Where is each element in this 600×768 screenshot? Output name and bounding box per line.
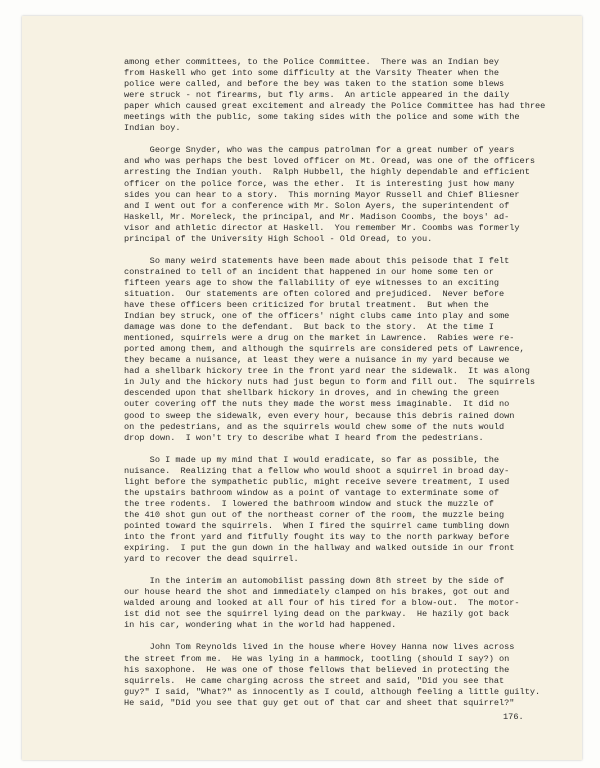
text-line: and who was perhaps the best loved officer on Mt. Oread, was one of the officers — [124, 156, 535, 167]
text-line: in July and the hickory nuts had just begun to form and fill out. The squirrels — [124, 377, 535, 388]
paragraph — [124, 256, 564, 444]
text-line: walded aroung and looked at all four of his tired for a blow-out. The motor- — [124, 598, 520, 609]
text-line: ist did not see the squirrel lying dead on the parkway. He hazily got back — [124, 609, 510, 620]
text-line: in his car, wondering what in the world had happened. — [124, 620, 397, 631]
text-line: sides you can hear to a story. This morning Mayor Russell and Chief Bliesner — [124, 189, 520, 200]
text-line: were struck - not firearms, but fly arms. An article appeared in the daily — [124, 90, 510, 101]
text-line: In the interim an automobilist passing down 8th street by the side of — [124, 576, 505, 587]
text-line: his saxophone. He was one of those fellows that believed in protecting the — [124, 664, 510, 675]
text-line: paper which caused great excitement and already the Police Committee has had three — [124, 101, 546, 112]
paragraph — [124, 455, 564, 565]
text-line: good to sweep the sidewalk, even every hour, because this debris rained down — [124, 410, 515, 421]
text-line: our house heard the shot and immediately clamped on his brakes, got out and — [124, 587, 510, 598]
text-line: pointed toward the squirrels. When I fired the squirrel came tumbling down — [124, 520, 510, 531]
paragraph-gap — [124, 631, 564, 642]
text-line: the street from me. He was lying in a hammock, tootling (should I say?) on — [124, 653, 510, 664]
text-line: So many weird statements have been made about this peisode that I felt — [124, 255, 510, 266]
text-line: constrained to tell of an incident that happened in our home some ten or — [124, 266, 494, 277]
text-line: the upstairs bathroom window as a point of vantage to exterminate some of — [124, 487, 500, 498]
paragraph — [124, 576, 564, 631]
text-line: on the pedestrians, and as the squirrels would chew some of the nuts would — [124, 421, 505, 432]
text-line: guy?" I said, "What?" as innocently as I could, although feeling a little guilty. — [124, 686, 541, 697]
text-line: they became a nuisance, at least they were a nuisance in my yard because we — [124, 355, 510, 366]
text-line: had a shellbark hickory tree in the front yard near the sidewalk. It was along — [124, 366, 530, 377]
paragraph-gap — [124, 134, 564, 145]
text-line: the 410 shot gun out of the northeast corner of the room, the muzzle being — [124, 509, 505, 520]
text-line: principal of the University High School - Old Oread, to you. — [124, 233, 433, 244]
text-line: John Tom Reynolds lived in the house where Hovey Hanna now lives across — [124, 642, 515, 653]
text-line: among ether committees, to the Police Committee. There was an Indian bey — [124, 57, 500, 67]
text-line: situation. Our statements are often colored and prejudiced. Never before — [124, 288, 505, 299]
text-line: officer on the police force, was the ether. It is interesting just how many — [124, 178, 515, 189]
text-line: Indian bey struck, one of the officers' night clubs came into play and some — [124, 311, 510, 322]
paragraph — [124, 145, 564, 244]
text-line: outer covering off the nuts they made the worst mess imaginable. It did no — [124, 399, 510, 410]
text-line: the tree rodents. I lowered the bathroom window and stuck the muzzle of — [124, 498, 494, 509]
text-line: George Snyder, who was the campus patrolman for a great number of years — [124, 145, 515, 156]
text-line: light before the sympathetic public, might receive severe treatment, I used — [124, 476, 510, 487]
text-line: into the front yard and fitfully fought its way to the north parkway before — [124, 532, 510, 543]
text-line: arresting the Indian youth. Ralph Hubbell, the highly dependable and efficient — [124, 167, 530, 178]
text-line: from Haskell who get into some difficulty at the Varsity Theater when the — [124, 68, 500, 79]
text-line: descended upon that shellbark hickory in droves, and in chewing the green — [124, 388, 500, 399]
paragraph-gap — [124, 565, 564, 576]
text-line: fifteen years age to show the fallability of eye witnesses to an exciting — [124, 277, 500, 288]
text-line: nuisance. Realizing that a fellow who would shoot a squirrel in broad day- — [124, 465, 510, 476]
text-line: meetings with the public, some taking sides with the police and some with the — [124, 112, 520, 123]
text-line: So I made up my mind that I would eradicate, so far as possible, the — [124, 454, 500, 465]
text-line: visor and athletic director at Haskell. You remember Mr. Coombs was formerly — [124, 222, 520, 233]
paragraph-gap — [124, 444, 564, 455]
page-number: 176. — [503, 712, 524, 722]
body-text — [124, 57, 564, 709]
text-line: drop down. I won't try to describe what I heard from the pedestrians. — [124, 432, 484, 443]
paragraph-gap — [124, 245, 564, 256]
paragraph — [124, 57, 564, 134]
text-line: squirrels. He came charging across the street and said, "Did you see that — [124, 675, 505, 686]
text-line: have these officers been criticized for brutal treatment. But when the — [124, 300, 489, 311]
paragraph — [124, 642, 564, 708]
text-line: ported among them, and although the squirrels are considered pets of Lawrence, — [124, 344, 525, 355]
text-line: He said, "Did you see that guy get out of that car and sheet that squirrel?" — [124, 697, 515, 708]
text-line: Indian boy. — [124, 123, 181, 134]
text-line: police were called, and before the bey was taken to the station some blews — [124, 79, 505, 90]
text-line: damage was done to the defendant. But back to the story. At the time I — [124, 322, 494, 333]
text-line: and I went out for a conference with Mr. Solon Ayers, the superintendent of — [124, 200, 510, 211]
text-line: expiring. I put the gun down in the hallway and walked outside in our front — [124, 543, 515, 554]
text-line: Haskell, Mr. Moreleck, the principal, and Mr. Madison Coombs, the boys' ad- — [124, 211, 510, 222]
text-line: mentioned, squirrels were a drug on the market in Lawrence. Rabies were re- — [124, 333, 515, 344]
text-line: yard to recover the dead squirrel. — [124, 554, 299, 565]
